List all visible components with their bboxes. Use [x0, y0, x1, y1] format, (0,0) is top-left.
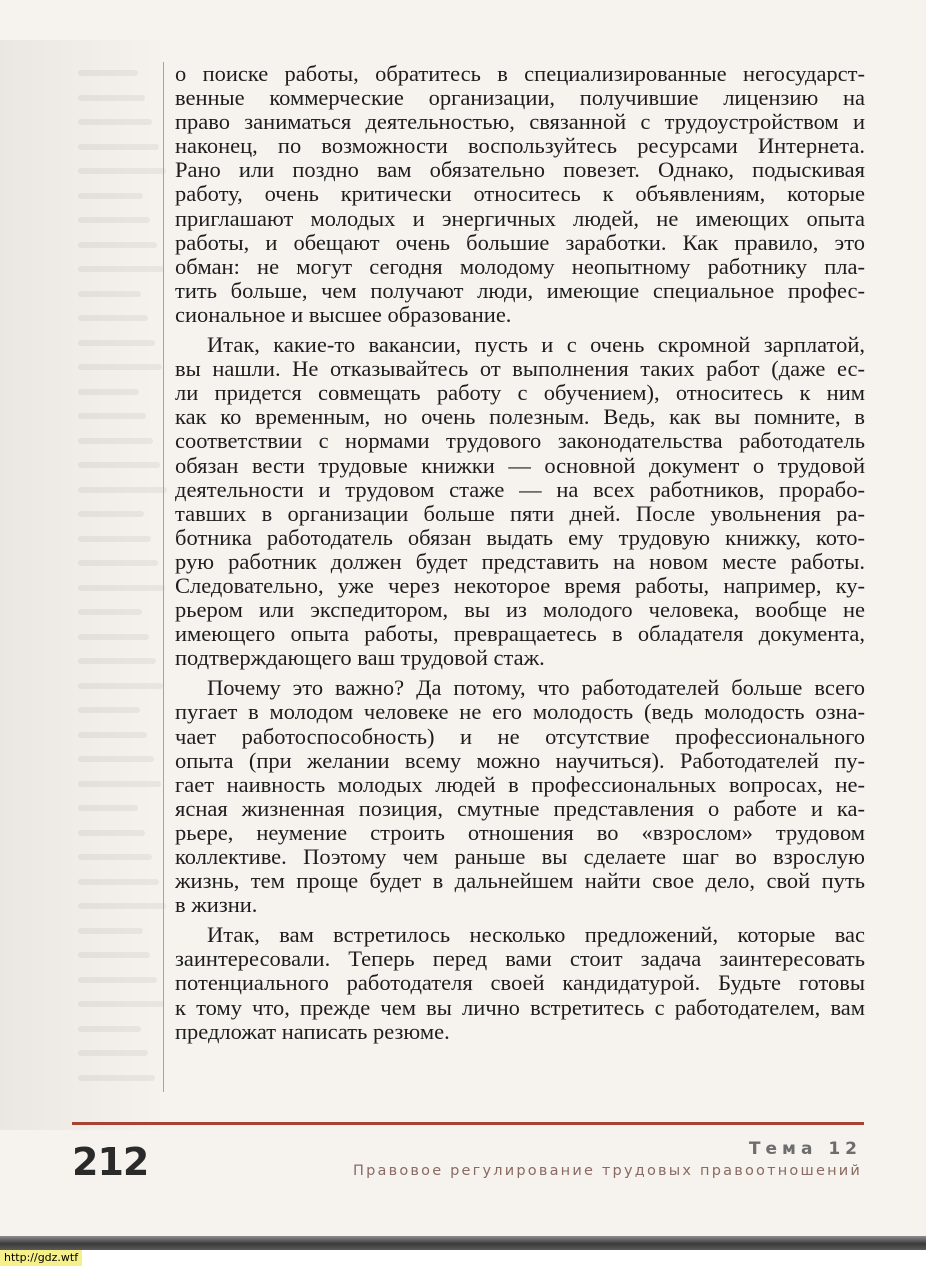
topic-subtitle: Правовое регулирование трудовых правоотношений [353, 1163, 862, 1179]
body-text [175, 62, 865, 1044]
text-line: жизнь, тем проще будет в дальнейшем найти свое дело, свой путь [175, 868, 865, 894]
text-line: к тому что, прежде чем вы лично встретитесь с работодателем, вам [175, 994, 865, 1020]
text-line: опыта (при желании всему можно научиться). Работодателей пу- [175, 747, 865, 773]
text-line: деятельности и трудовом стаже — на всех работников, прорабо- [175, 476, 865, 502]
text-line: рую работник должен будет представить на новом месте работы. [175, 548, 865, 574]
text-line: Итак, какие-то вакансии, пусть и с очень скромной зарплатой, [207, 332, 865, 358]
ghost-line [78, 144, 159, 150]
ghost-line [78, 487, 167, 493]
ghost-line [78, 560, 158, 566]
footer-rule [72, 1122, 864, 1125]
ghost-line [78, 977, 157, 983]
text-line: Следовательно, уже через некоторое время работы, например, ку- [175, 572, 865, 598]
ghost-line [78, 217, 150, 223]
text-line: приглашают молодых и энергичных людей, не имеющих опыта [175, 205, 865, 231]
ghost-line [78, 830, 145, 836]
ghost-line [78, 781, 161, 787]
scan-bottom-edge [0, 1236, 926, 1250]
ghost-line [78, 193, 143, 199]
text-line: рьере, неумение строить отношения во «взрослом» трудовом [175, 819, 865, 845]
ghost-line [78, 242, 157, 248]
ghost-line [78, 707, 140, 713]
ghost-line [78, 683, 163, 689]
text-line: работы, и обещают очень большие заработки. Как правило, это [175, 229, 865, 255]
text-line: рьером или экспедитором, вы из молодого человека, вообще не [175, 597, 865, 623]
text-line: как ко временным, но очень полезным. Ведь, как вы помните, в [175, 404, 865, 430]
ghost-line [78, 1050, 148, 1056]
text-line: подтверждающего ваш трудовой стаж. [175, 645, 545, 671]
text-line: тавших в организации больше пяти дней. После увольнения ра- [175, 500, 865, 526]
ghost-line [78, 95, 145, 101]
text-line: ясная жизненная позиция, смутные представления о работе и ка- [175, 795, 865, 821]
text-line: сиональное и высшее образование. [175, 301, 512, 327]
ghost-line [78, 168, 166, 174]
ghost-line [78, 389, 139, 395]
text-line: коллективе. Поэтому чем раньше вы сделаете шаг во взрослую [175, 844, 865, 869]
ghost-line [78, 1001, 164, 1007]
ghost-line [78, 1075, 155, 1081]
text-line: право заниматься деятельностью, связанной с трудоустройством и [175, 109, 865, 135]
text-line: имеющего опыта работы, превращаетесь в обладателя документа, [175, 621, 865, 647]
text-line: заинтересовали. Теперь перед вами стоит задача заинтересовать [175, 946, 865, 972]
text-line: Итак, вам встретилось несколько предложений, которые вас [207, 922, 865, 948]
ghost-line [78, 805, 138, 811]
ghost-line [78, 609, 142, 615]
ghost-line [78, 511, 144, 517]
text-line: о поиске работы, обратитесь в специализированные негосударст- [175, 61, 865, 86]
ghost-line [78, 70, 138, 76]
ghost-line [78, 438, 153, 444]
ghost-line [78, 536, 151, 542]
text-line: Почему это важно? Да потому, что работодателей больше всего [207, 675, 865, 701]
text-line: вы нашли. Не отказывайтесь от выполнения таких работ (даже ес- [175, 356, 865, 382]
text-line: чает работоспособность) и не отсутствие профессионального [175, 723, 865, 749]
text-line: работу, очень критически относитесь к объявлениям, которые [175, 181, 865, 207]
paragraph [175, 923, 865, 1043]
ghost-line [78, 340, 155, 346]
text-line: потенциального работодателя своей кандидатурой. Будьте готовы [175, 970, 865, 996]
page-number: 212 [72, 1140, 149, 1184]
ghost-line [78, 413, 146, 419]
ghost-line [78, 928, 143, 934]
text-line: венные коммерческие организации, получившие лицензию на [175, 85, 865, 111]
ghost-line [78, 585, 165, 591]
ghost-line [78, 854, 152, 860]
text-line: Рано или поздно вам обязательно повезет. Однако, подыскивая [175, 157, 865, 183]
ghost-line [78, 634, 149, 640]
text-line: соответствии с нормами трудового законодательства работодатель [175, 428, 865, 454]
text-line: наконец, по возможности воспользуйтесь ресурсами Интернета. [175, 133, 865, 159]
ghost-line [78, 364, 162, 370]
paragraph [175, 62, 865, 327]
text-line: тить больше, чем получают люди, имеющие специальное профес- [175, 277, 865, 303]
text-line: гает наивность молодых людей в профессиональных вопросах, не- [175, 771, 865, 797]
ghost-line [78, 879, 159, 885]
text-line: предложат написать резюме. [175, 1018, 450, 1044]
ghost-line [78, 903, 166, 909]
ghost-line [78, 732, 147, 738]
ghost-line [78, 266, 164, 272]
watermark-link[interactable]: http://gdz.wtf [0, 1250, 82, 1266]
text-line: ли придется совмещать работу с обучением), относитесь к ним [175, 380, 865, 406]
ghost-line [78, 291, 141, 297]
ghost-line [78, 315, 148, 321]
ghost-line [78, 1026, 141, 1032]
topic-label: Тема 12 [748, 1139, 862, 1159]
text-line: ботника работодатель обязан выдать ему трудовую книжку, кото- [175, 524, 865, 550]
paragraph [175, 676, 865, 917]
text-line: в жизни. [175, 892, 258, 918]
ghost-line [78, 952, 150, 958]
ghost-line [78, 119, 152, 125]
margin-rule [163, 62, 164, 1092]
ghost-line [78, 462, 160, 468]
paragraph [175, 333, 865, 670]
ghost-line [78, 756, 154, 762]
text-line: обязан вести трудовые книжки — основной документ о трудовой [175, 452, 865, 478]
text-line: пугает в молодом человеке не его молодость (ведь молодость озна- [175, 699, 865, 725]
ghost-line [78, 658, 156, 664]
text-line: обман: не могут сегодня молодому неопытному работнику пла- [175, 253, 865, 279]
